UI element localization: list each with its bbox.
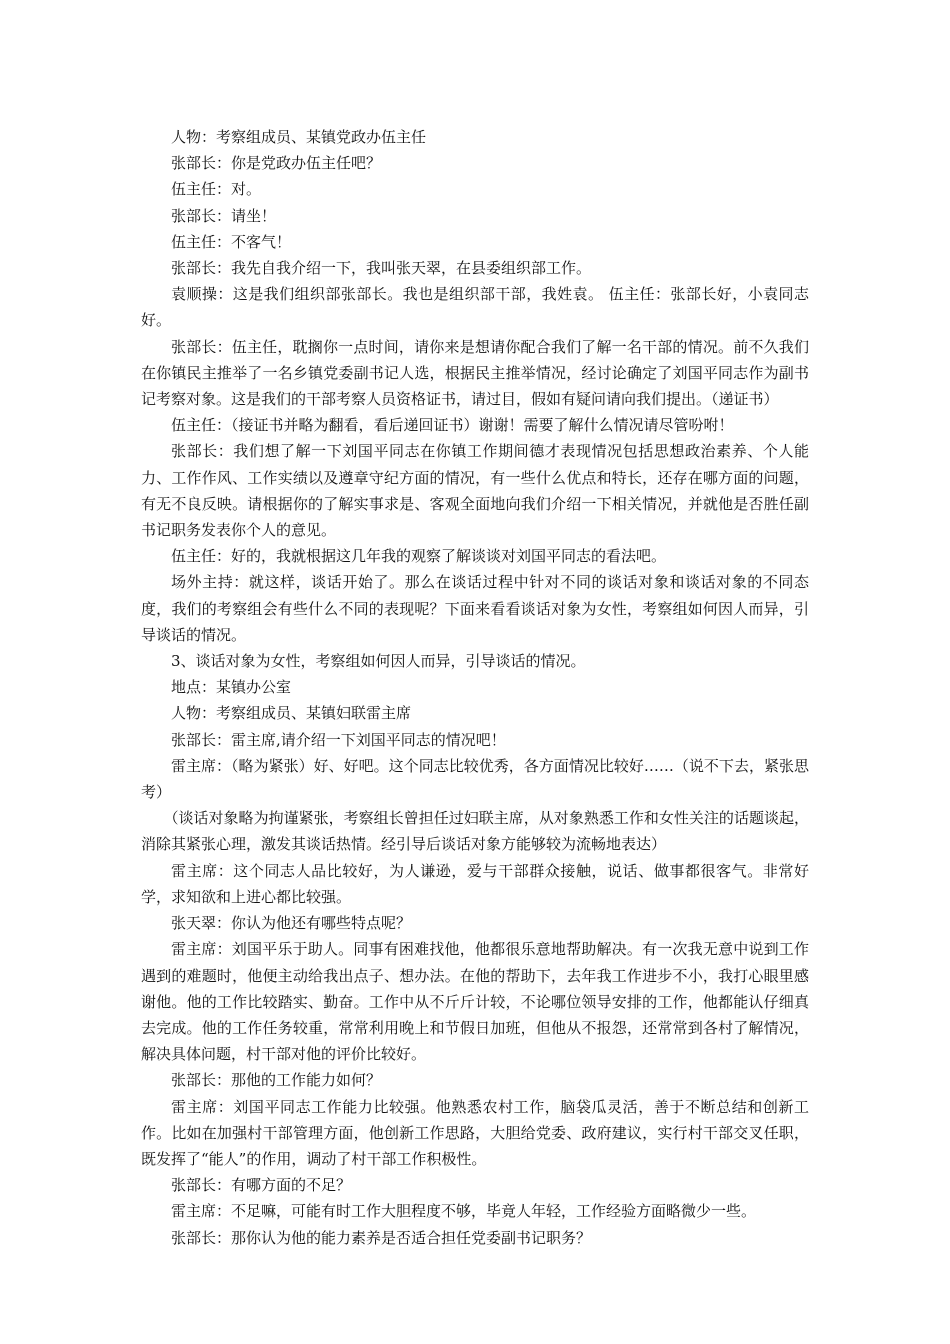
paragraph: 张部长：雷主席,请介绍一下刘国平同志的情况吧！ xyxy=(171,730,506,749)
paragraph: 雷主席：这个同志人品比较好，为人谦逊，爱与干部群众接触，说话、做事都很客气。非常好学，求知欲和上进心都比较强。 xyxy=(141,861,809,906)
paragraph: 张部长：你是党政办伍主任吧？ xyxy=(171,154,382,173)
paragraph: 伍主任：对。 xyxy=(171,180,262,199)
paragraph: 地点：某镇办公室 xyxy=(171,678,292,697)
paragraph: 伍主任：（接证书并略为翻看，看后递回证书）谢谢！需要了解什么情况请尽管吩咐！ xyxy=(171,416,734,435)
paragraph: 雷主席：不足嘛，可能有时工作大胆程度不够，毕竟人年轻，工作经验方面略微少一些。 xyxy=(171,1202,757,1221)
paragraph: 伍主任：不客气！ xyxy=(171,232,292,251)
document-page xyxy=(141,124,809,1251)
paragraph: 雷主席：刘国平同志工作能力比较强。他熟悉农村工作，脑袋瓜灵活，善于不断总结和创新工作。比如在加强村干部管理方面，他创新工作思路，大胆给党委、政府建议，实行村干部交叉任职，既发挥了“能人”的作用，调动了村干部工作积极性。 xyxy=(141,1097,809,1168)
paragraph: 张部长：有哪方面的不足？ xyxy=(171,1176,352,1195)
paragraph: 人物：考察组成员、某镇妇联雷主席 xyxy=(171,704,412,723)
paragraph: 伍主任：好的，我就根据这几年我的观察了解谈谈对刘国平同志的看法吧。 xyxy=(171,547,667,566)
paragraph: 张部长：伍主任，耽搁你一点时间，请你来是想请你配合我们了解一名干部的情况。前不久我们在你镇民主推举了一名乡镇党委副书记人选，根据民主推举情况，经讨论确定了刘国平同志作为副书记考察对象。这是我们的干部考察人员资格证书，请过目，假如有疑问请向我们提出。（递证书） xyxy=(141,337,809,409)
paragraph: 场外主持：就这样，谈话开始了。那么在谈话过程中针对不同的谈话对象和谈话对象的不同态度，我们的考察组会有些什么不同的表现呢？下面来看看谈话对象为女性，考察组如何因人而异，引导谈话的情况。 xyxy=(141,573,809,644)
paragraph: 张部长：我先自我介绍一下，我叫张天翠，在县委组织部工作。 xyxy=(171,259,592,278)
paragraph: 张部长：那他的工作能力如何？ xyxy=(171,1071,382,1090)
paragraph: 张部长：那你认为他的能力素养是否适合担任党委副书记职务？ xyxy=(171,1228,592,1247)
section-heading: 3、谈话对象为女性，考察组如何因人而异，引导谈话的情况。 xyxy=(171,652,586,671)
paragraph: 雷主席：刘国平乐于助人。同事有困难找他，他都很乐意地帮助解决。有一次我无意中说到工作遇到的难题时，他便主动给我出点子、想办法。在他的帮助下，去年我工作进步不小，我打心眼里感谢他。他的工作比较踏实、勤奋。工作中从不斤斤计较，不论哪位领导安排的工作，他都能认仔细真去完成。他的工作任务较重，常常利用晚上和节假日加班，但他从不报怨，还常常到各村了解情况，解决具体问题，村干部对他的评价比较好。 xyxy=(141,940,809,1064)
paragraph: 张部长：请坐！ xyxy=(171,206,277,225)
stage-direction: （谈话对象略为拘谨紧张，考察组长曾担任过妇联主席，从对象熟悉工作和女性关注的话题谈起，消除其紧张心理，激发其谈话热情。经引导后谈话对象方能够较为流畅地表达） xyxy=(141,809,809,854)
paragraph: 人物：考察组成员、某镇党政办伍主任 xyxy=(171,128,427,146)
paragraph: 袁顺操：这是我们组织部张部长。我也是组织部干部，我姓袁。 伍主任：张部长好，小袁同志好。 xyxy=(141,285,809,330)
paragraph: 张天翠：你认为他还有哪些特点呢？ xyxy=(171,914,412,933)
paragraph: 雷主席：（略为紧张）好、好吧。这个同志比较优秀，各方面情况比较好……（说不下去，紧张思考） xyxy=(141,756,809,802)
paragraph: 张部长：我们想了解一下刘国平同志在你镇工作期间德才表现情况包括思想政治素养、个人能力、工作作风、工作实绩以及遵章守纪方面的情况，有一些什么优点和特长，还存在哪方面的问题，有无不良反映。请根据你的了解实事求是、客观全面地向我们介绍一下相关情况，并就他是否胜任副书记职务发表你个人的意见。 xyxy=(141,442,809,540)
